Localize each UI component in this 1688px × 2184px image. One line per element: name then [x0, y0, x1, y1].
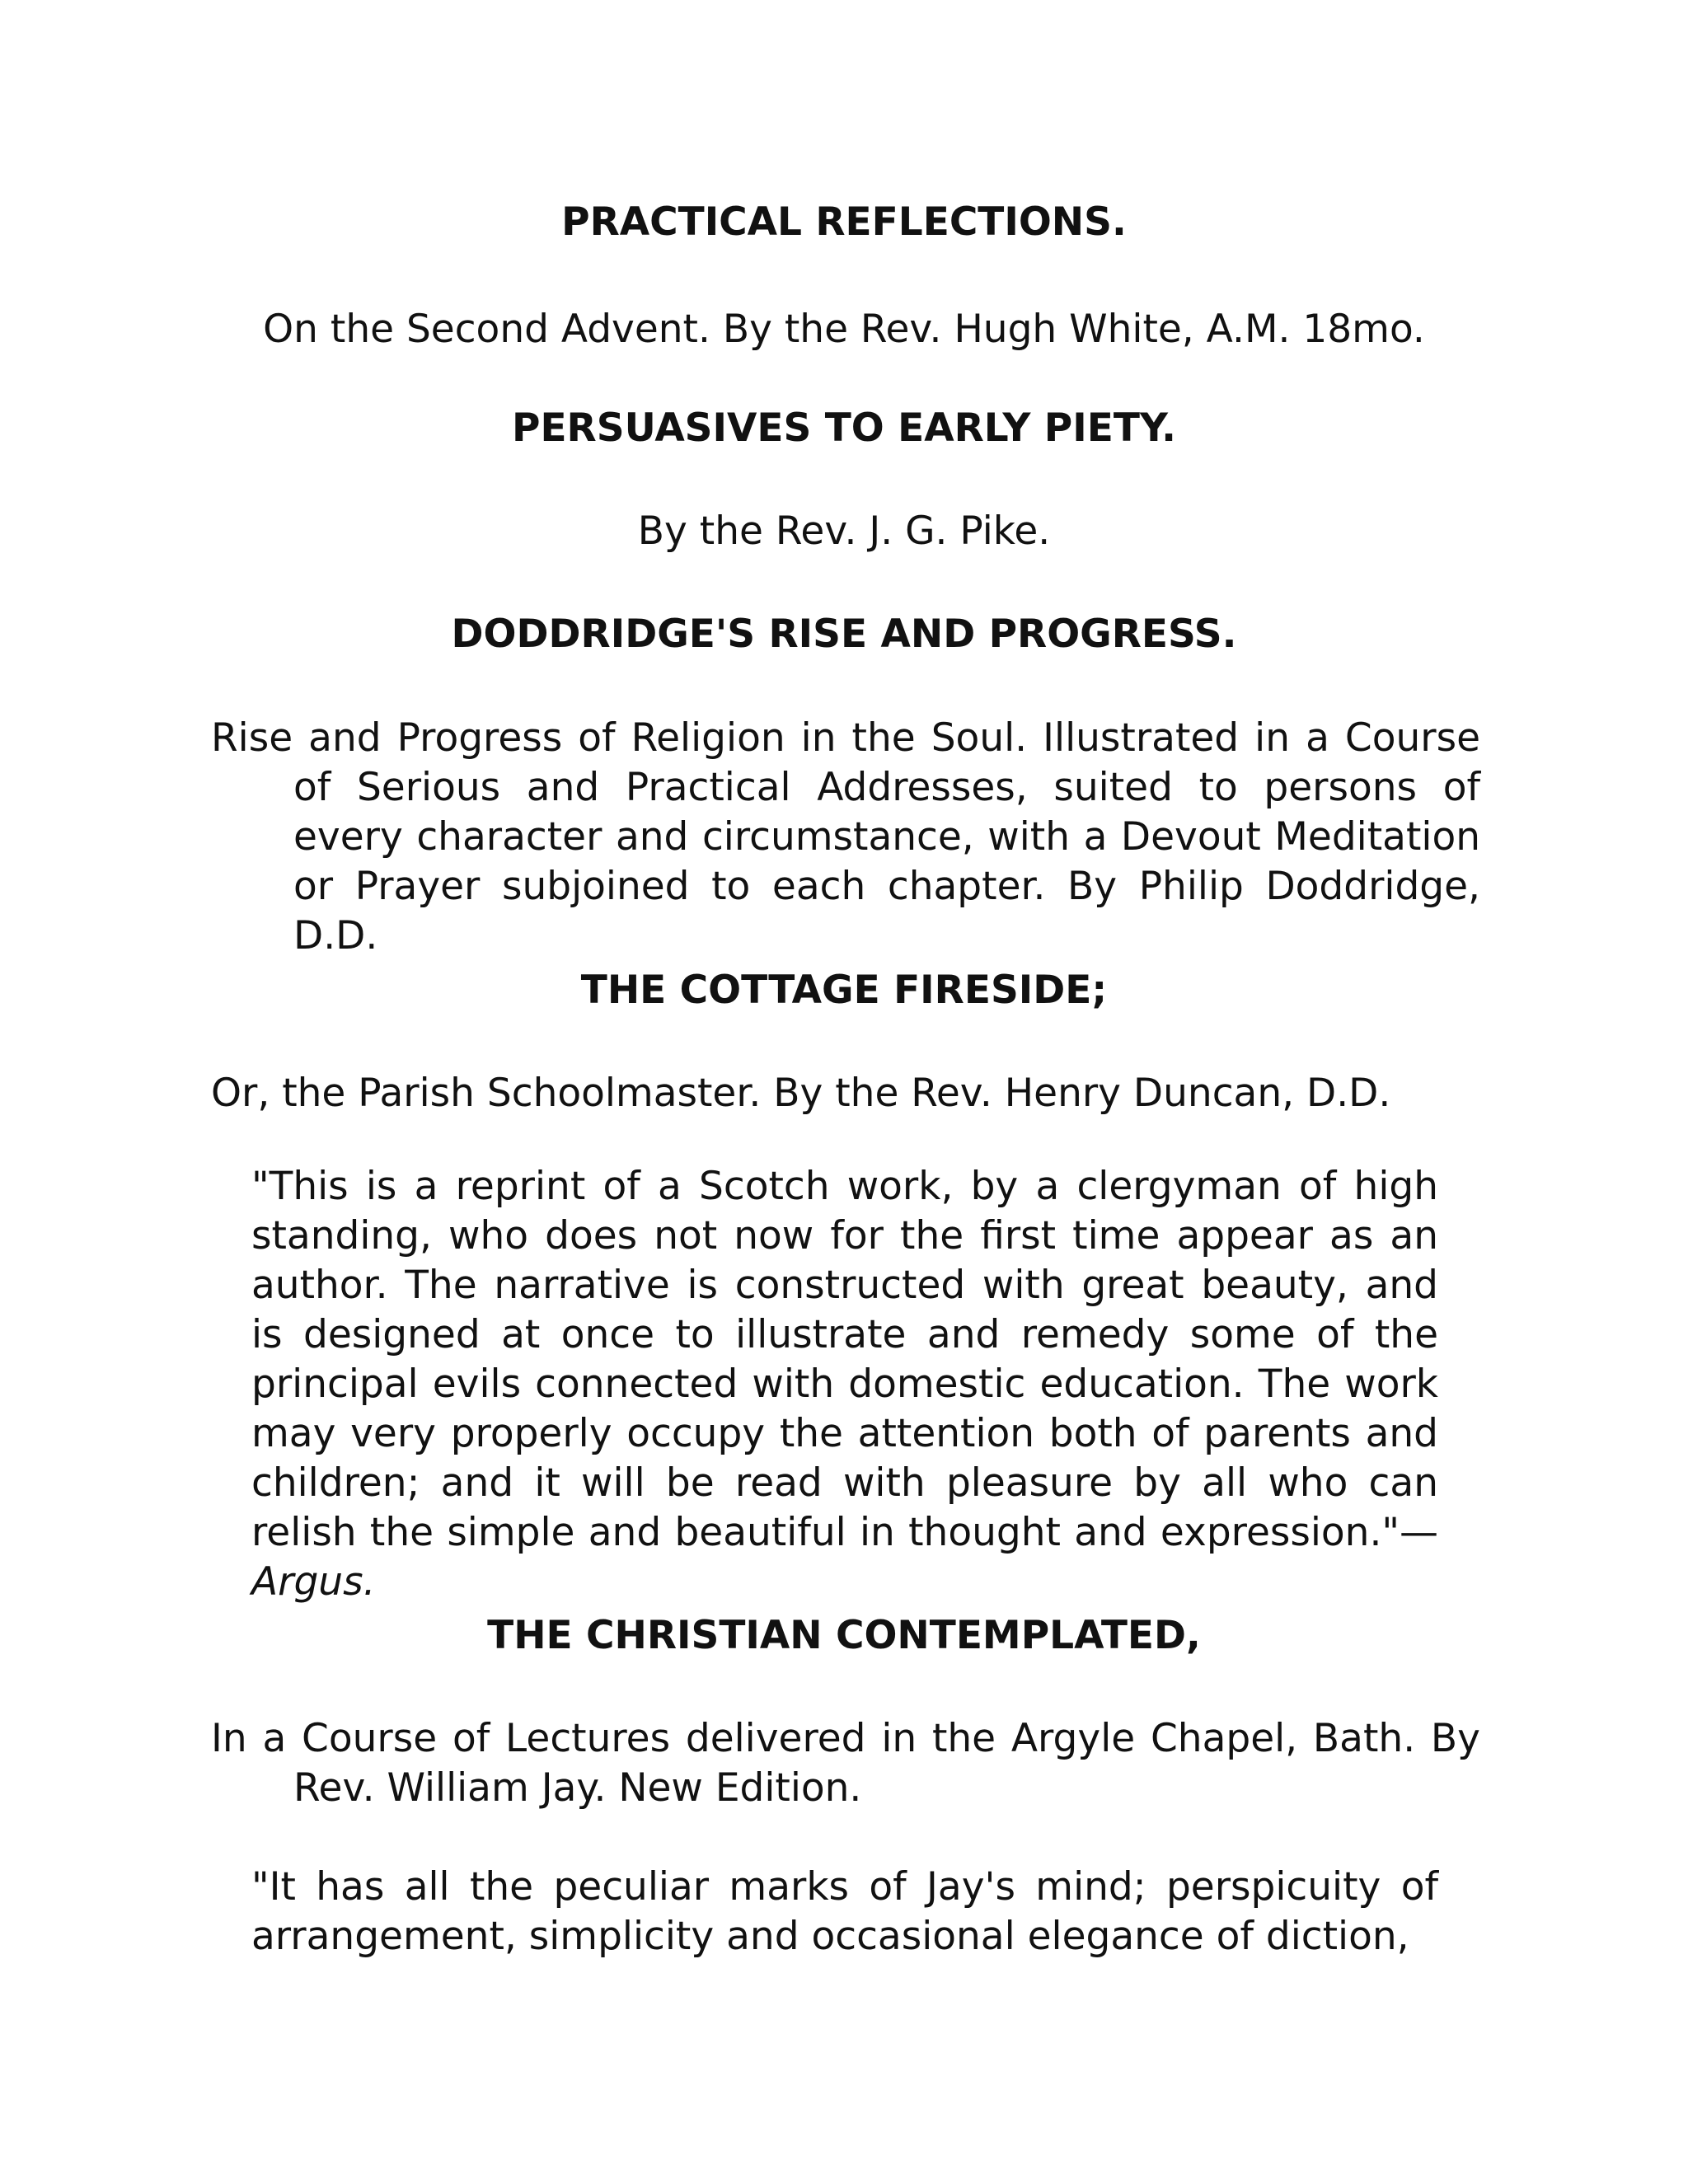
review-quote-christian-contemplated: "It has all the peculiar marks of Jay's mind; perspicuity of arrangement, simplicity and occasional elegance of diction, [251, 1864, 1438, 1959]
entry-heading-doddridge: DODDRIDGE'S RISE AND PROGRESS. [451, 612, 1237, 657]
entry-heading-persuasives: PERSUASIVES TO EARLY PIETY. [512, 405, 1176, 451]
review-quote-text: "This is a reprint of a Scotch work, by a clergyman of high standing, who does not now for the first time appear as an author. The narrative is constructed with great beauty, and is designed at once to illustrate and remedy some of the principal evils connected with domestic education. The work may very properly occupy the attention both of parents and children; and it will be read with pleasure by all who can relish the simple and beautiful in thought and expression."— [251, 1164, 1438, 1555]
entry-description-doddridge: Rise and Progress of Religion in the Soul. Illustrated in a Course of Serious and Practical Addresses, suited to persons of every character and circumstance, with a Devout Meditation or Prayer subjoined to each chapter. By Philip Doddridge, D.D. [211, 715, 1480, 958]
entry-description-persuasives: By the Rev. J. G. Pike. [637, 509, 1051, 554]
entry-heading-practical-reflections: PRACTICAL REFLECTIONS. [561, 199, 1127, 245]
entry-heading-christian-contemplated: THE CHRISTIAN CONTEMPLATED, [487, 1613, 1201, 1658]
review-quote-cottage-fireside [251, 1162, 1438, 1607]
review-quote-source: Argus. [251, 1559, 376, 1605]
entry-description-christian-contemplated: In a Course of Lectures delivered in the Argyle Chapel, Bath. By Rev. William Jay. New Edition. [211, 1716, 1480, 1811]
entry-description-cottage-fireside: Or, the Parish Schoolmaster. By the Rev. Henry Duncan, D.D. [211, 1071, 1391, 1116]
entry-heading-cottage-fireside: THE COTTAGE FIRESIDE; [580, 968, 1108, 1013]
entry-description-practical-reflections: On the Second Advent. By the Rev. Hugh White, A.M. 18mo. [263, 307, 1425, 352]
